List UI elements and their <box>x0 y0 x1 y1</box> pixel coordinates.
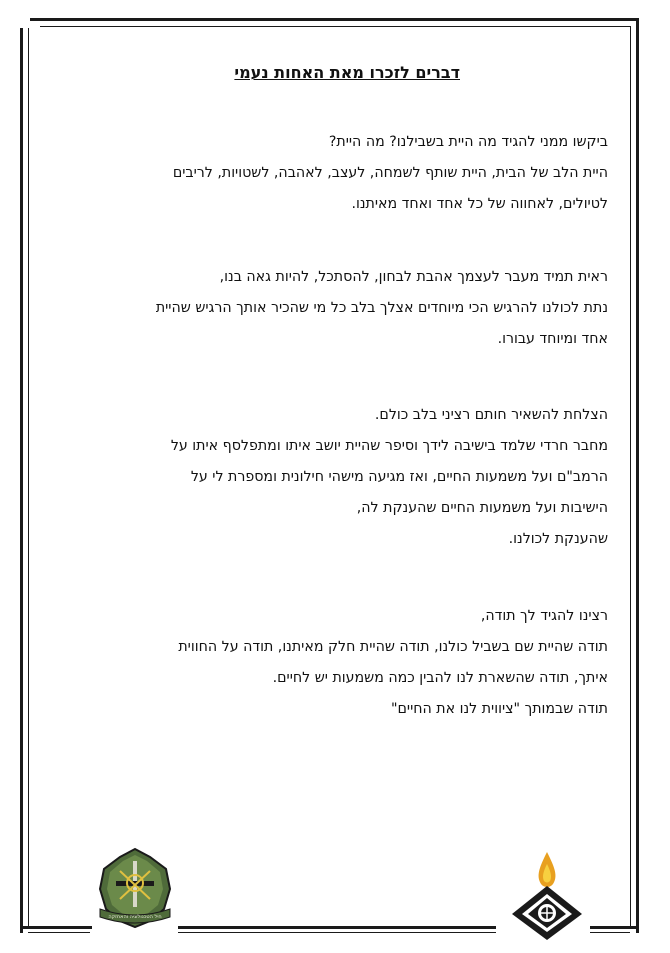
text-line: תודה שהיית שם בשביל כולנו, תודה שהיית חלק מאיתנו, תודה על החווית <box>178 639 608 655</box>
text-line: איתך, תודה שהשארת לנו להבין כמה משמעות יש לחיים. <box>272 670 608 686</box>
frame-bottom-right-line <box>590 926 638 929</box>
text-line: היית הלב של הבית, היית שותף לשמחה, לעצב, לאהבה, לשטויות, לריבים <box>172 165 608 181</box>
frame-left-line <box>20 28 23 933</box>
paragraph-2 <box>50 262 608 355</box>
paragraph-4 <box>50 601 608 725</box>
text-line: נתת לכולנו להרגיש הכי מיוחדים אצלך בלב כל מי שהכיר אותך הרגיש שהיית <box>155 300 608 316</box>
frame-top-line <box>30 18 637 21</box>
frame-right-line <box>636 18 639 933</box>
paragraph-1 <box>50 127 608 220</box>
corps-badge-logo <box>90 847 180 931</box>
text-line: ביקשו ממני להגיד מה היית בשבילנו? מה היית? <box>328 134 608 150</box>
text-line: ראית תמיד מעבר לעצמך אהבת לבחון, להסתכל, להיות גאה בנו, <box>219 269 608 285</box>
memorial-flame-logo <box>508 850 586 940</box>
text-line: הצלחת להשאיר חותם רציני בלב כולם. <box>374 407 608 423</box>
page-title: דברים לזכרו מאת האחות נעמי <box>234 63 460 82</box>
text-line: תודה שבמותך "ציווית לנו את החיים" <box>390 701 608 717</box>
frame-bottom-middle-line <box>178 926 496 929</box>
text-line: אחד ומיוחד עבורו. <box>497 331 608 347</box>
text-line: רצינו להגיד לך תודה, <box>480 608 608 624</box>
text-line: מחבר חרדי שלמד בישיבה לידך וסיפר שהיית יושב איתו ומתפלסף איתו על <box>170 438 608 454</box>
frame-bottom-left-line <box>22 926 92 929</box>
frame-bottom-right-inner-line <box>590 932 630 933</box>
corps-badge-label: חיל הטכנולוגיה והאחזקה <box>108 914 162 920</box>
text-line: שהענקת לכולנו. <box>508 531 608 547</box>
frame-right-inner-line <box>630 26 631 926</box>
text-line: הישיבות ועל משמעות החיים שהענקת לה, <box>356 500 608 516</box>
paragraph-3 <box>50 400 608 555</box>
text-line: לטיולים, לאחווה של כל אחד ואחד מאיתנו. <box>351 196 608 212</box>
text-line: הרמב"ם ועל משמעות החיים, ואז מגיעה מישהי חילונית ומספרת לי על <box>190 469 608 485</box>
frame-top-inner-line <box>40 26 630 27</box>
frame-bottom-left-inner-line <box>28 932 90 933</box>
frame-bottom-middle-inner-line <box>178 932 496 933</box>
frame-left-inner-line <box>28 28 29 926</box>
